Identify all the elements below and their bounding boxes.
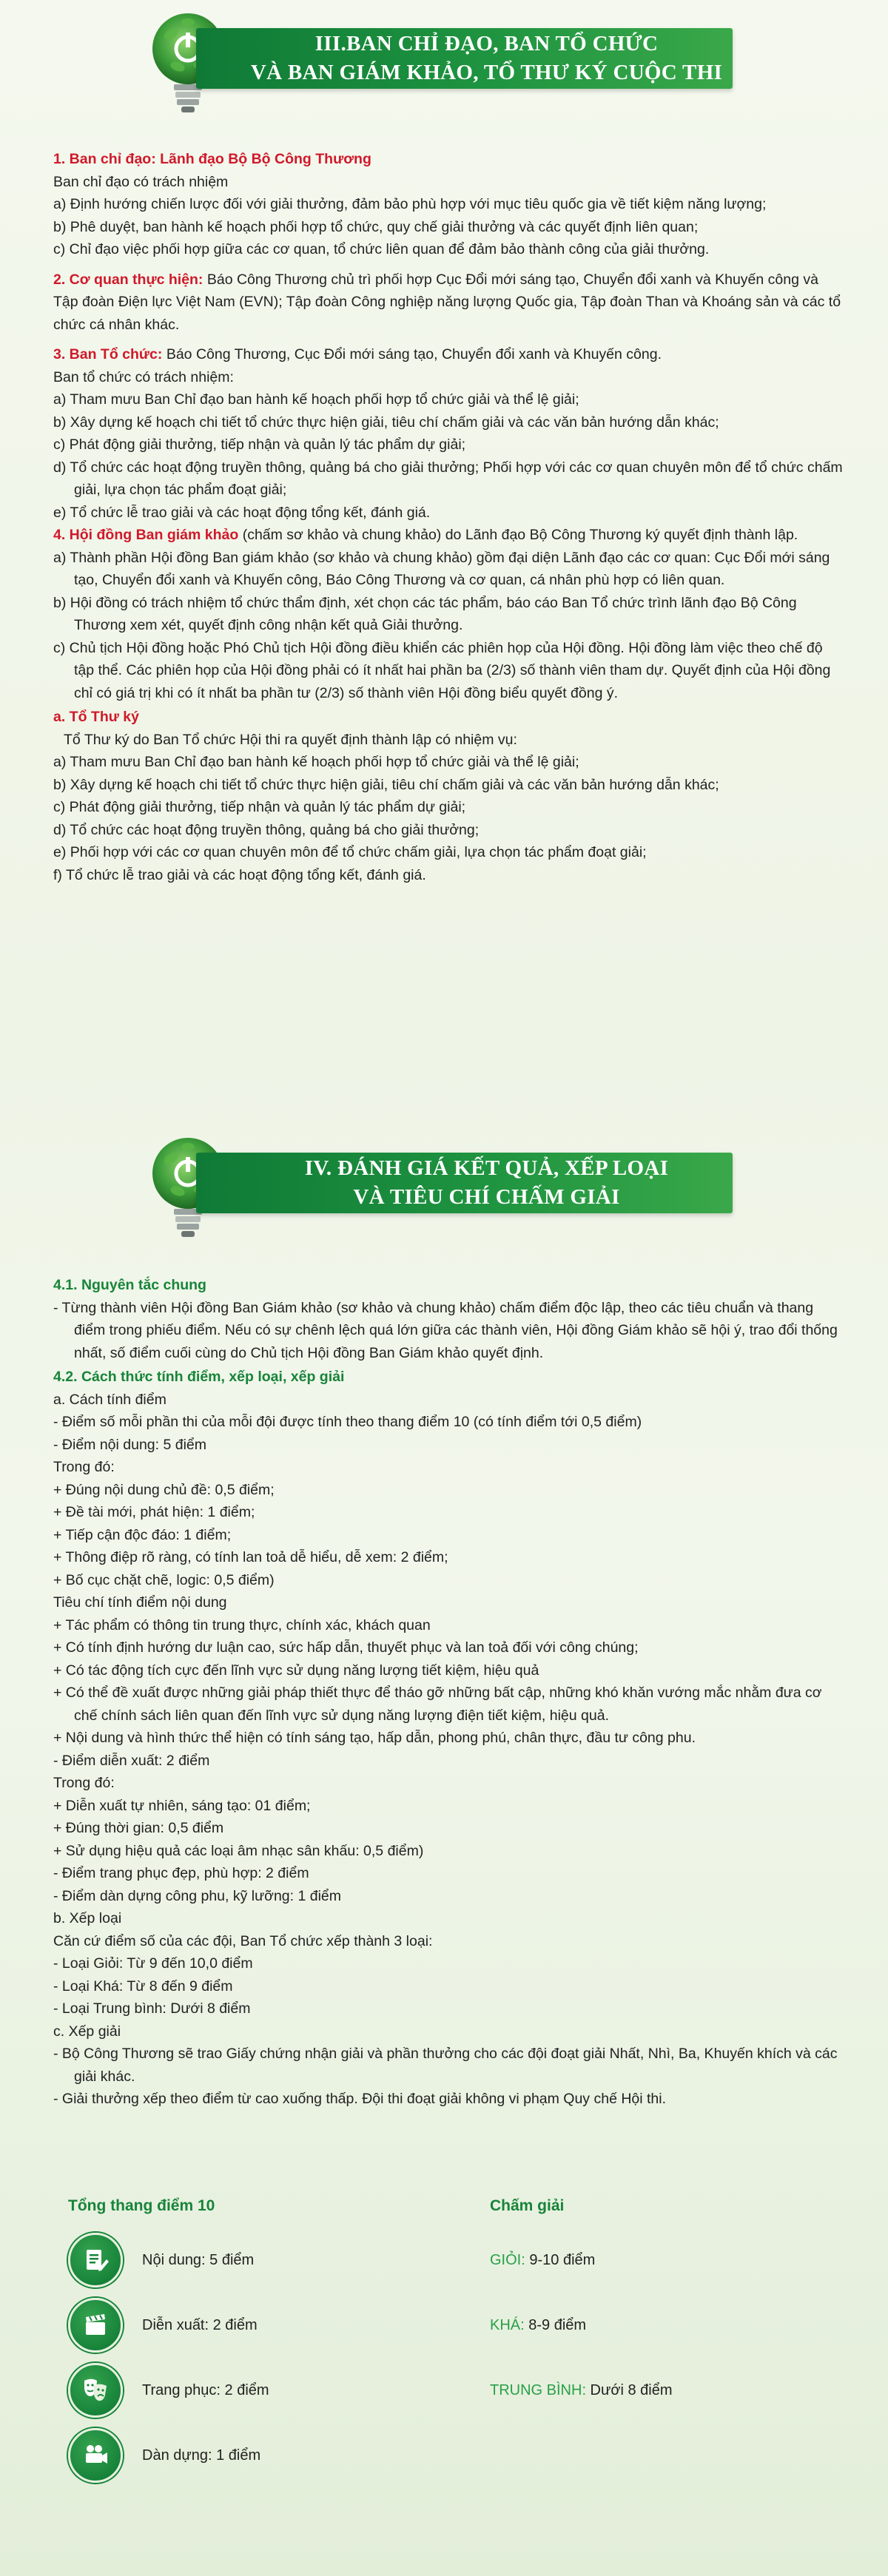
grade-value: 9-10 điểm	[525, 2252, 596, 2268]
scoring-line: + Đề tài mới, phát hiện: 1 điểm;	[53, 1504, 255, 1520]
document-edit-icon	[68, 2233, 123, 2287]
secretariat-duty-b: b) Xây dựng kế hoạch chi tiết tổ chức thực hiện giải, tiêu chí chấm giải và các văn bản hướng dẫn khác;	[53, 776, 719, 793]
grade-value: 8-9 điểm	[524, 2317, 587, 2333]
scoring-line: Trong đó:	[53, 1459, 115, 1475]
score-item-label: Dàn dựng: 1 điểm	[142, 2447, 261, 2464]
steering-committee-title: 1. Ban chỉ đạo: Lãnh đạo Bộ Bộ Công Thương	[53, 151, 371, 167]
section4-heading-line1: IV. ĐÁNH GIÁ KẾT QUẢ, XẾP LOẠI	[304, 1156, 669, 1180]
award-line: - Bộ Công Thương sẽ trao Giấy chứng nhận giải và phần thưởng cho các đội đoạt giải Nhất, Nhì, Ba, Khuyến khích và các giải khác.	[53, 2046, 838, 2085]
jury-council-text: (chấm sơ khảo và chung khảo) do Lãnh đạo Bộ Công Thương ký quyết định thành lập.	[238, 527, 798, 543]
general-principles-title: 4.1. Nguyên tắc chung	[53, 1277, 206, 1293]
section4-content	[53, 1274, 844, 2111]
organizing-committee-intro: Ban tổ chức có trách nhiệm:	[53, 368, 234, 385]
movie-camera-icon	[68, 2428, 123, 2483]
general-principles-text: - Từng thành viên Hội đồng Ban Giám khảo (sơ khảo và chung khảo) chấm điểm độc lập, theo các tiêu chuẩn và thang điểm trong phiếu điểm. Nếu có sự chênh lệch quá lớn giữa các thành viên, Hội đồng Giám khảo sẽ hội ý, trao đổi thống nhất, số điểm cuối cùng do Chủ tịch Hội đồng Ban Giám khảo quyết định.	[53, 1299, 838, 1361]
scoring-line: + Có thể đề xuất được những giải pháp thiết thực để tháo gỡ những bất cập, những khó khăn vướng mắc nhằm đưa cơ chế chính sách liên quan đến lĩnh vực sử dụng năng lượng điện tiết kiệm, hiệu quả.	[53, 1685, 822, 1724]
section4-heading-line2: VÀ TIÊU CHÍ CHẤM GIẢI	[353, 1185, 620, 1209]
jury-duty-b: b) Hội đồng có trách nhiệm tổ chức thẩm định, xét chọn các tác phẩm, báo cáo Ban Tổ chức trình lãnh đạo Bộ Công Thương xem xét, quyết định công nhận kết quả Giải thưởng.	[53, 594, 797, 633]
secretariat-title: a. Tổ Thư ký	[53, 709, 139, 725]
steering-duty-a: a) Định hướng chiến lược đối với giải thưởng, đảm bảo phù hợp với mục tiêu quốc gia về tiết kiệm năng lượng;	[53, 196, 767, 212]
scoring-line: - Điểm trang phục đẹp, phù hợp: 2 điểm	[53, 1865, 309, 1881]
section3-heading-bar	[196, 28, 733, 89]
jury-council-title: 4. Hội đồng Ban giám khảo	[53, 527, 239, 543]
scoring-line: a. Cách tính điểm	[53, 1391, 166, 1408]
score-item	[68, 2233, 254, 2287]
section3-heading-line2: VÀ BAN GIÁM KHẢO, TỔ THƯ KÝ CUỘC THI	[250, 61, 723, 84]
secretariat-duty-d: d) Tổ chức các hoạt động truyền thông, quảng bá cho giải thưởng;	[53, 821, 480, 838]
organizing-duty-a: a) Tham mưu Ban Chỉ đạo ban hành kế hoạch phối hợp tổ chức giải và thể lệ giải;	[53, 391, 579, 408]
scoring-line: - Loại Trung bình: Dưới 8 điểm	[53, 2000, 251, 2017]
scoring-method-title: 4.2. Cách thức tính điểm, xếp loại, xếp giải	[53, 1369, 345, 1385]
scoring-line: + Đúng thời gian: 0,5 điểm	[53, 1820, 224, 1836]
scoring-line: + Có tính định hướng dư luận cao, sức hấp dẫn, thuyết phục và lan toả đối với công chúng;	[53, 1639, 639, 1656]
steering-committee-intro: Ban chỉ đạo có trách nhiệm	[53, 173, 229, 190]
organizing-duty-b: b) Xây dựng kế hoạch chi tiết tổ chức thực hiện giải, tiêu chí chấm giải và các văn bản hướng dẫn khác;	[53, 414, 719, 431]
grade-key: KHÁ:	[490, 2317, 525, 2333]
scoring-line: Căn cứ điểm số của các đội, Ban Tổ chức xếp thành 3 loại:	[53, 1932, 433, 1949]
grading-column	[490, 2197, 801, 2419]
jury-duty-a: a) Thành phần Hội đồng Ban giám khảo (sơ khảo và chung khảo) gồm đại diện Lãnh đạo các cơ quan: Cục Đổi mới sáng tạo, Chuyển đổi xanh và Khuyến công, Báo Công Thương và cơ quan, cá nhân phù hợp có liên quan.	[53, 549, 830, 588]
organizing-committee-text: Báo Công Thương, Cục Đổi mới sáng tạo, Chuyển đổi xanh và Khuyến công.	[162, 346, 662, 363]
scoring-line: + Tiếp cận độc đáo: 1 điểm;	[53, 1526, 232, 1543]
organizing-committee	[53, 343, 844, 366]
grade-item	[490, 2382, 673, 2399]
scoring-line: - Loại Giỏi: Từ 9 đến 10,0 điểm	[53, 1955, 253, 1972]
scoring-line: + Tác phẩm có thông tin trung thực, chính xác, khách quan	[53, 1616, 431, 1633]
steering-duty-c: c) Chỉ đạo việc phối hợp giữa các cơ quan, tổ chức liên quan để đảm bảo thành công của giải thưởng.	[53, 241, 710, 257]
scoring-line: + Nội dung và hình thức thể hiện có tính sáng tạo, hấp dẫn, phong phú, chân thực, đầu tư công phu.	[53, 1730, 696, 1746]
organizing-duty-c: c) Phát động giải thưởng, tiếp nhận và quản lý tác phẩm dự giải;	[53, 436, 466, 453]
section4-banner	[144, 1132, 733, 1218]
grading-title: Chấm giải	[490, 2197, 565, 2214]
total-score-column	[68, 2197, 453, 2486]
award-line: - Giải thưởng xếp theo điểm từ cao xuống thấp. Đội thi đoạt giải không vi phạm Quy chế Hội thi.	[53, 2091, 667, 2107]
secretariat-duty-a: a) Tham mưu Ban Chỉ đạo ban hành kế hoạch phối hợp tổ chức giải và thể lệ giải;	[53, 754, 579, 770]
scoring-line: + Có tác động tích cực đến lĩnh vực sử dụng năng lượng tiết kiệm, hiệu quả	[53, 1662, 539, 1679]
score-item-label: Trang phục: 2 điểm	[142, 2381, 269, 2398]
total-score-title: Tổng thang điểm 10	[68, 2197, 215, 2214]
section3-content	[53, 148, 844, 886]
implementing-agency-text: Báo Công Thương chủ trì phối hợp Cục Đổi mới sáng tạo, Chuyển đổi xanh và Khuyến công và Tập đoàn Điện lực Việt Nam (EVN); Tập đoàn Công nghiệp năng lượng Quốc gia, Tập đoàn Than và Khoáng sản và các tổ chức cá nhân khác.	[53, 271, 841, 333]
organizing-committee-title: 3. Ban Tổ chức:	[53, 346, 163, 363]
scoring-line: - Điểm diễn xuất: 2 điểm	[53, 1752, 210, 1769]
scoring-line: - Điểm số mỗi phần thi của mỗi đội được tính theo thang điểm 10 (có tính điểm tới 0,5 điểm)	[53, 1414, 642, 1430]
scoring-line: + Diễn xuất tự nhiên, sáng tạo: 01 điểm;	[53, 1797, 311, 1814]
grade-item	[490, 2252, 595, 2269]
scoring-line: - Điểm dàn dựng công phu, kỹ lưỡng: 1 điểm	[53, 1887, 342, 1904]
secretariat-duty-c: c) Phát động giải thưởng, tiếp nhận và quản lý tác phẩm dự giải;	[53, 799, 466, 815]
scoring-line: - Điểm nội dung: 5 điểm	[53, 1436, 207, 1453]
scoring-line: + Đúng nội dung chủ đề: 0,5 điểm;	[53, 1481, 275, 1498]
organizing-duty-d: d) Tổ chức các hoạt động truyền thông, quảng bá cho giải thưởng; Phối hợp với các cơ quan chuyên môn để tổ chức chấm giải, lựa chọn tác phẩm đoạt giải;	[53, 459, 843, 498]
scoring-line: Trong đó:	[53, 1775, 115, 1791]
secretariat-intro: Tổ Thư ký do Ban Tổ chức Hội thi ra quyết định thành lập có nhiệm vụ:	[64, 731, 517, 748]
scoring-line: + Thông điệp rõ ràng, có tính lan toả dễ hiểu, dễ xem: 2 điểm;	[53, 1549, 448, 1565]
scoring-line: c. Xếp giải	[53, 2023, 121, 2040]
scoring-line: + Bố cục chặt chẽ, logic: 0,5 điểm)	[53, 1571, 275, 1588]
score-item	[68, 2428, 260, 2483]
grade-item	[490, 2317, 586, 2334]
score-item-label: Nội dung: 5 điểm	[142, 2251, 255, 2268]
scoring-line: b. Xếp loại	[53, 1910, 122, 1926]
score-item	[68, 2363, 269, 2418]
score-item-label: Diễn xuất: 2 điểm	[142, 2316, 258, 2333]
theater-masks-icon	[68, 2363, 123, 2418]
scoring-line: - Loại Khá: Từ 8 đến 9 điểm	[53, 1977, 233, 1995]
implementing-agency	[53, 269, 844, 337]
scoring-line: Tiêu chí tính điểm nội dung	[53, 1594, 227, 1611]
jury-council	[53, 524, 844, 547]
secretariat-duty-f: f) Tổ chức lễ trao giải và các hoạt động tổng kết, đánh giá.	[53, 866, 426, 883]
organizing-duty-e: e) Tổ chức lễ trao giải và các hoạt động tổng kết, đánh giá.	[53, 504, 431, 521]
clapperboard-icon	[68, 2298, 123, 2353]
grade-value: Dưới 8 điểm	[586, 2382, 673, 2398]
section3-banner	[144, 7, 733, 93]
section3-heading-line1: III.BAN CHỈ ĐẠO, BAN TỔ CHỨC	[314, 32, 659, 55]
implementing-agency-title: 2. Cơ quan thực hiện:	[53, 271, 204, 288]
jury-duty-c: c) Chủ tịch Hội đồng hoặc Phó Chủ tịch Hội đồng điều khiển các phiên họp của Hội đồng. Hội đồng làm việc theo chế độ tập thể. Các phiên họp của Hội đồng phải có ít nhất hai phần ba (2/3) số thành viên tham dự. Quyết định của Hội đồng chỉ có giá trị khi có ít nhất ba phần tư (2/3) số thành viên Hội đồng biểu quyết đồng ý.	[53, 639, 831, 701]
section4-heading-bar	[196, 1153, 733, 1213]
secretariat-duty-e: e) Phối hợp với các cơ quan chuyên môn để tổ chức chấm giải, lựa chọn tác phẩm đoạt giải;	[53, 844, 647, 860]
grade-key: TRUNG BÌNH:	[490, 2382, 586, 2398]
score-item	[68, 2298, 258, 2353]
grade-key: GIỎI:	[490, 2252, 525, 2268]
scoring-line: + Sử dụng hiệu quả các loại âm nhạc sân khấu: 0,5 điểm)	[53, 1842, 424, 1859]
scoring-lines	[53, 1389, 844, 2111]
steering-duty-b: b) Phê duyệt, ban hành kế hoạch phối hợp tổ chức, quy chế giải thưởng và các quyết định liên quan;	[53, 218, 699, 235]
